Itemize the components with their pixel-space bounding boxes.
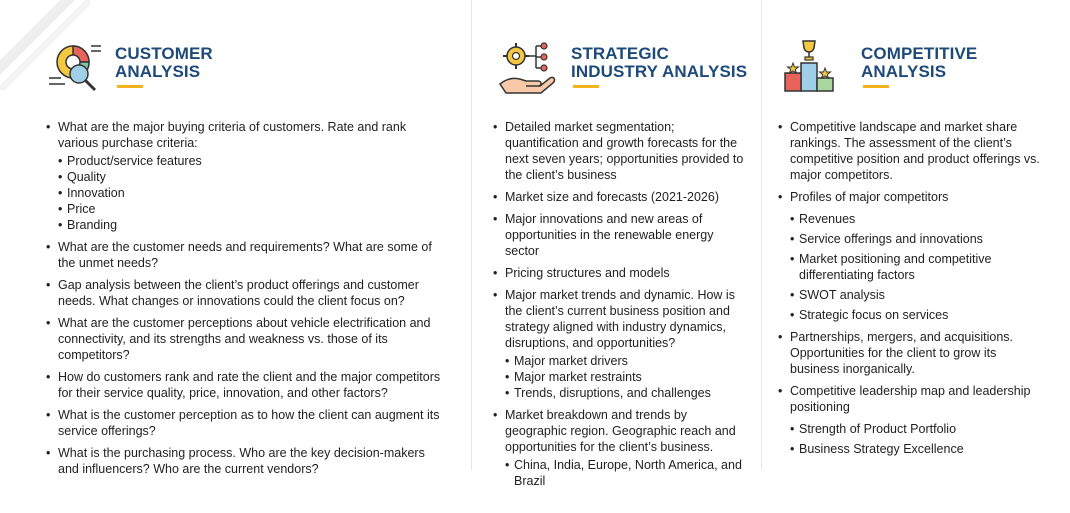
list-item: • Gap analysis between the client’s product offerings and customer needs. What changes or innovations could the client focus on? bbox=[46, 277, 446, 309]
title-underline bbox=[573, 85, 599, 88]
list-item: • Major innovations and new areas of opportunities in the renewable energy sector bbox=[493, 211, 748, 259]
list-item-text: Competitive leadership map and leadership positioning bbox=[790, 384, 1031, 414]
sub-list-item: • Major market drivers bbox=[505, 353, 748, 369]
list-item: • Detailed market segmentation; quantification and growth forecasts for the next seven years; opportunities provided to the client’s business bbox=[493, 119, 748, 183]
sub-list-item: • Revenues bbox=[790, 211, 1043, 227]
list-item-text: What are the major buying criteria of customers. Rate and rank various purchase criteria: bbox=[58, 120, 407, 150]
list-item bbox=[493, 407, 748, 489]
sub-list-item: • Major market restraints bbox=[505, 369, 748, 385]
competitive-analysis-column bbox=[761, 0, 1070, 470]
list-item bbox=[778, 383, 1043, 457]
sub-list-item: • SWOT analysis bbox=[790, 287, 1043, 303]
title-underline bbox=[117, 85, 143, 88]
list-item-text: Major market trends and dynamic. How is the client’s current business position and strategy aligned with industry dynamics, disruptions, and opportunities? bbox=[505, 288, 735, 350]
list-item: • Partnerships, mergers, and acquisitions. Opportunities for the client to grow its business inorganically. bbox=[778, 329, 1043, 377]
list-item: • Market size and forecasts (2021-2026) bbox=[493, 189, 748, 205]
sub-list-item: • Strength of Product Portfolio bbox=[790, 421, 1043, 437]
sub-list-item: • Service offerings and innovations bbox=[790, 231, 1043, 247]
list-item bbox=[46, 119, 446, 233]
sub-list-item: • Branding bbox=[58, 217, 446, 233]
title-underline bbox=[863, 85, 889, 88]
list-item-text: Profiles of major competitors bbox=[790, 190, 949, 204]
customer-analysis-column bbox=[0, 0, 470, 476]
sub-list-item: • Trends, disruptions, and challenges bbox=[505, 385, 748, 401]
list-item: • What are the customer perceptions about vehicle electrification and connectivity, and its strengths and weakness vs. those of its competitors? bbox=[46, 315, 446, 363]
customer-analysis-icon bbox=[45, 38, 105, 98]
list-item: • Competitive landscape and market share rankings. The assessment of the client’s competitive position and product offerings vs. major competitors. bbox=[778, 119, 1043, 183]
list-item: • Pricing structures and models bbox=[493, 265, 748, 281]
customer-analysis-title: CUSTOMER ANALYSIS bbox=[115, 44, 213, 81]
strategic-industry-icon bbox=[496, 38, 556, 98]
competitive-analysis-icon bbox=[782, 38, 842, 98]
list-item: • How do customers rank and rate the client and the major competitors for their service quality, price, innovation, and other factors? bbox=[46, 369, 446, 401]
customer-analysis-list bbox=[46, 119, 446, 483]
competitive-analysis-title: COMPETITIVE ANALYSIS bbox=[861, 44, 978, 81]
sub-list-item: • China, India, Europe, North America, and Brazil bbox=[505, 457, 748, 489]
strategic-industry-list bbox=[493, 119, 748, 495]
list-item: • What is the purchasing process. Who are the key decision-makers and influencers? Who are the current vendors? bbox=[46, 445, 446, 477]
sub-list-item: • Price bbox=[58, 201, 446, 217]
strategic-industry-column bbox=[471, 0, 761, 488]
sub-list-item: • Strategic focus on services bbox=[790, 307, 1043, 323]
sub-list-item: • Business Strategy Excellence bbox=[790, 441, 1043, 457]
strategic-industry-title: STRATEGIC INDUSTRY ANALYSIS bbox=[571, 44, 748, 81]
sub-list-item: • Product/service features bbox=[58, 153, 446, 169]
sub-list-item: • Market positioning and competitive differentiating factors bbox=[790, 251, 1043, 283]
list-item bbox=[493, 287, 748, 401]
list-item: • What is the customer perception as to how the client can augment its service offerings? bbox=[46, 407, 446, 439]
list-item: • What are the customer needs and requirements? What are some of the unmet needs? bbox=[46, 239, 446, 271]
sub-list-item: • Quality bbox=[58, 169, 446, 185]
list-item bbox=[778, 189, 1043, 323]
sub-list-item: • Innovation bbox=[58, 185, 446, 201]
competitive-analysis-list bbox=[778, 119, 1043, 463]
list-item-text: Market breakdown and trends by geographic region. Geographic reach and opportunities for the client’s business. bbox=[505, 408, 736, 454]
